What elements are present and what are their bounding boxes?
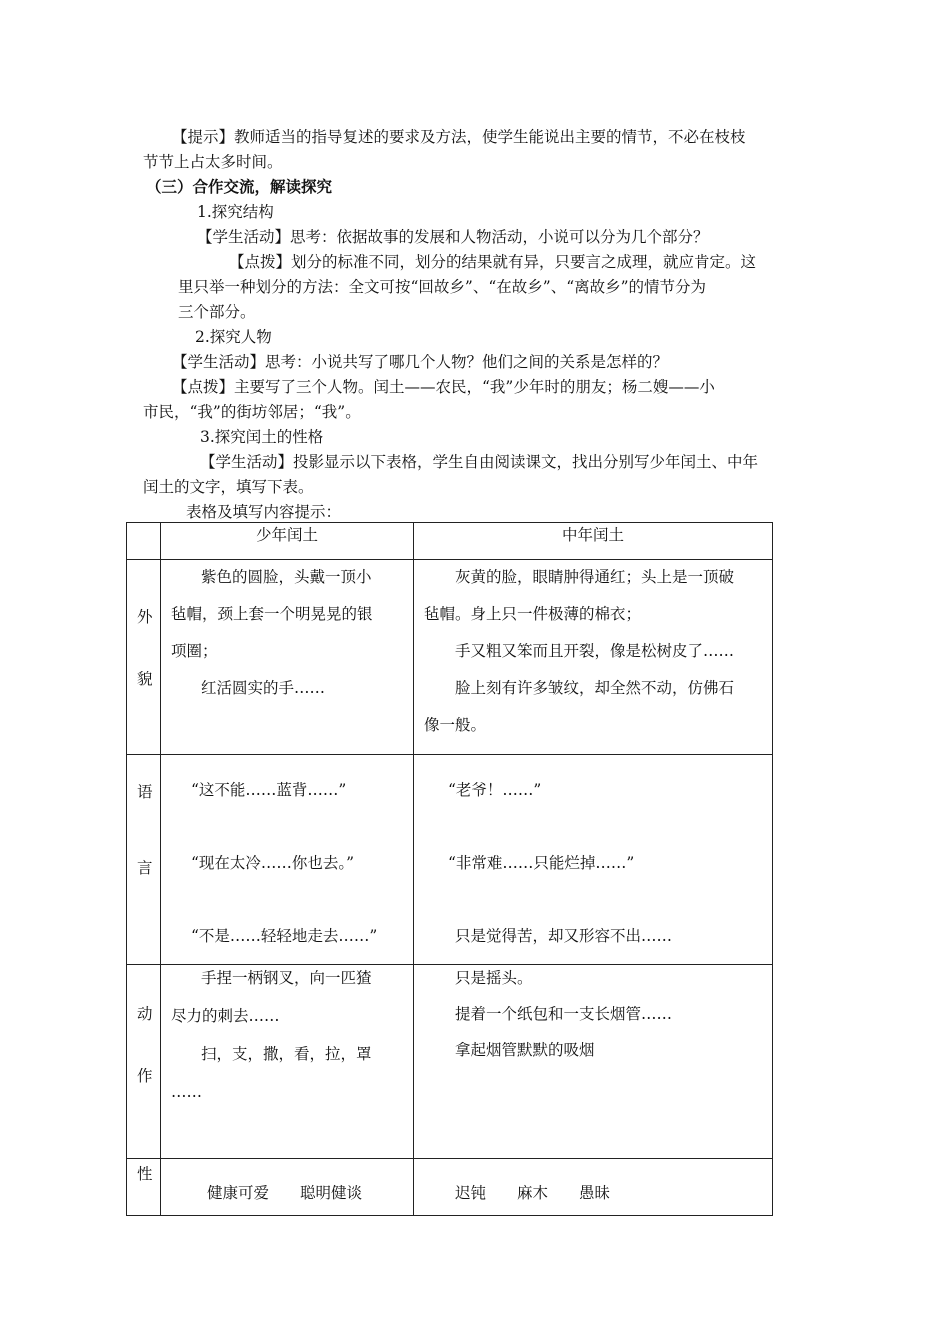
item-2-title: 2.探究人物 bbox=[195, 328, 272, 346]
young-language-cell bbox=[161, 755, 414, 965]
cell-line: 提着一个纸包和一支长烟管…… bbox=[455, 1005, 673, 1023]
row-label-char: 作 bbox=[137, 1067, 153, 1085]
table-row-appearance bbox=[127, 560, 773, 755]
middle-language-cell bbox=[414, 755, 773, 965]
item-1-tip-c: 三个部分。 bbox=[178, 303, 256, 321]
hint-line-1: 【提示】教师适当的指导复述的要求及方法，使学生能说出主要的情节，不必在枝枝 bbox=[172, 128, 746, 146]
table-header-row bbox=[127, 523, 773, 560]
cell-line: 健康可爱 聪明健谈 bbox=[207, 1184, 363, 1202]
middle-character-cell bbox=[414, 1159, 773, 1216]
row-label-appearance bbox=[127, 560, 161, 755]
cell-line: 脸上刻有许多皱纹，却全然不动，仿佛石 bbox=[455, 679, 735, 697]
cell-line: 红活圆实的手…… bbox=[201, 679, 326, 697]
item-3-title: 3.探究闰土的性格 bbox=[200, 428, 324, 446]
row-label-char: 言 bbox=[137, 859, 153, 877]
header-middle-runtu: 中年闰土 bbox=[414, 523, 773, 560]
item-2-activity: 【学生活动】思考：小说共写了哪几个人物？他们之间的关系是怎样的？ bbox=[172, 353, 669, 371]
cell-line: 毡帽。身上只一件极薄的棉衣； bbox=[424, 605, 642, 623]
row-label-char: 动 bbox=[137, 1005, 153, 1023]
header-empty bbox=[127, 523, 161, 560]
cell-line: 毡帽，颈上套一个明晃晃的银 bbox=[171, 605, 373, 623]
row-label-char: 貌 bbox=[137, 670, 153, 688]
cell-line: 手捏一柄钢叉，向一匹猹 bbox=[201, 969, 372, 987]
cell-line: 尽力的刺去…… bbox=[171, 1007, 280, 1025]
item-2-tip-a: 【点拨】主要写了三个人物。闰土——农民，“我”少年时的朋友；杨二嫂——小 bbox=[172, 378, 715, 396]
cell-line: “现在太冷……你也去。” bbox=[191, 854, 355, 872]
item-1-title: 1.探究结构 bbox=[197, 203, 274, 221]
row-label-char: 性 bbox=[137, 1165, 153, 1183]
row-label-char: 语 bbox=[137, 783, 153, 801]
row-label-action bbox=[127, 965, 161, 1159]
young-appearance-cell bbox=[161, 560, 414, 755]
cell-line: 手又粗又笨而且开裂，像是松树皮了…… bbox=[455, 642, 735, 660]
item-1-tip-a: 【点拨】划分的标准不同，划分的结果就有异，只要言之成理，就应肯定。这 bbox=[229, 253, 757, 271]
item-3-activity-a: 【学生活动】投影显示以下表格，学生自由阅读课文，找出分别写少年闰土、中年 bbox=[200, 453, 759, 471]
hint-line-2: 节节上占太多时间。 bbox=[143, 153, 283, 171]
cell-line: 只是觉得苦，却又形容不出…… bbox=[455, 927, 673, 945]
item-1-activity: 【学生活动】思考：依据故事的发展和人物活动，小说可以分为几个部分？ bbox=[197, 228, 709, 246]
young-character-cell bbox=[161, 1159, 414, 1216]
table-caption: 表格及填写内容提示： bbox=[186, 503, 342, 521]
table-row-language bbox=[127, 755, 773, 965]
item-2-tip-b: 市民，“我”的街坊邻居；“我”。 bbox=[143, 403, 361, 421]
cell-line: 迟钝 麻木 愚昧 bbox=[455, 1184, 611, 1202]
table-row-character bbox=[127, 1159, 773, 1216]
row-label-language bbox=[127, 755, 161, 965]
cell-line: 项圈； bbox=[171, 642, 218, 660]
item-1-tip-b: 里只举一种划分的方法：全文可按“回故乡”、“在故乡”、“离故乡”的情节分为 bbox=[178, 278, 707, 296]
cell-line: “非常难……只能烂掉……” bbox=[448, 854, 635, 872]
cell-line: …… bbox=[171, 1083, 202, 1101]
middle-action-cell bbox=[414, 965, 773, 1159]
cell-line: “不是……轻轻地走去……” bbox=[191, 927, 378, 945]
section-heading: （三）合作交流，解读探究 bbox=[146, 177, 333, 196]
cell-line: “这不能……蓝背……” bbox=[191, 781, 347, 799]
row-label-char: 外 bbox=[137, 608, 153, 626]
young-action-cell bbox=[161, 965, 414, 1159]
row-label-character bbox=[127, 1159, 161, 1216]
cell-line: 紫色的圆脸，头戴一顶小 bbox=[201, 568, 372, 586]
cell-line: 拿起烟管默默的吸烟 bbox=[455, 1041, 595, 1059]
table-row-action bbox=[127, 965, 773, 1159]
header-young-runtu: 少年闰土 bbox=[161, 523, 414, 560]
middle-appearance-cell bbox=[414, 560, 773, 755]
cell-line: 灰黄的脸，眼睛肿得通红；头上是一顶破 bbox=[455, 568, 735, 586]
runtu-comparison-table bbox=[126, 522, 773, 1216]
cell-line: 只是摇头。 bbox=[455, 969, 533, 987]
cell-line: “老爷！……” bbox=[448, 781, 542, 799]
item-3-activity-b: 闰土的文字，填写下表。 bbox=[143, 478, 314, 496]
cell-line: 像一般。 bbox=[424, 716, 487, 734]
cell-line: 扫，支，撒，看，拉，罩 bbox=[201, 1045, 372, 1063]
